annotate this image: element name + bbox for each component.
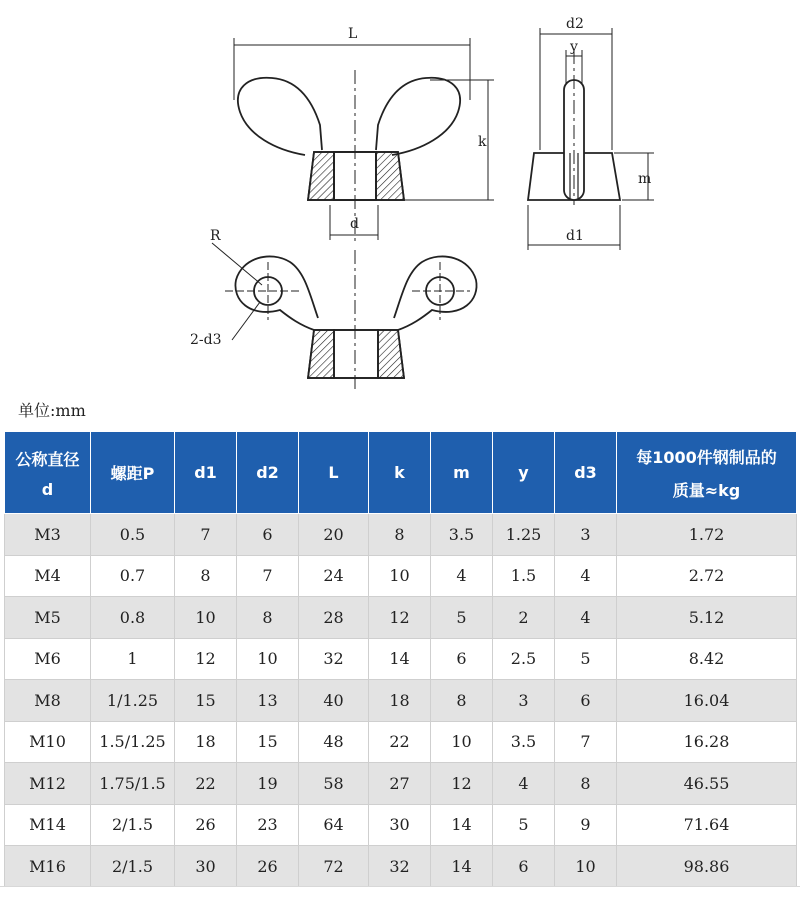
cell-d3: 3 <box>555 514 617 556</box>
cell-nominal-diameter: M16 <box>5 846 91 888</box>
dim-label-d: d <box>350 216 359 232</box>
cell-y: 5 <box>493 804 555 846</box>
header-d2: d2 <box>237 432 299 514</box>
cell-pitch: 1/1.25 <box>91 680 175 722</box>
table-row <box>5 846 797 888</box>
cell-m: 12 <box>431 763 493 805</box>
cell-nominal-diameter: M4 <box>5 555 91 597</box>
cell-nominal-diameter: M14 <box>5 804 91 846</box>
cell-d3: 10 <box>555 846 617 888</box>
header-L: L <box>299 432 369 514</box>
cell-k: 14 <box>369 638 431 680</box>
header-nominal-diameter: 公称直径 d <box>5 432 91 514</box>
header-y: y <box>493 432 555 514</box>
cell-L: 48 <box>299 721 369 763</box>
cell-L: 32 <box>299 638 369 680</box>
cell-k: 30 <box>369 804 431 846</box>
cell-L: 28 <box>299 597 369 639</box>
cell-d2: 26 <box>237 846 299 888</box>
cell-y: 1.25 <box>493 514 555 556</box>
cell-d2: 7 <box>237 555 299 597</box>
cell-m: 6 <box>431 638 493 680</box>
spec-table <box>4 431 797 888</box>
dim-label-2-d3: 2-d3 <box>190 332 222 348</box>
cell-d2: 19 <box>237 763 299 805</box>
cell-d1: 12 <box>175 638 237 680</box>
cell-pitch: 1 <box>91 638 175 680</box>
cell-y: 3 <box>493 680 555 722</box>
dim-label-y: y <box>570 39 578 55</box>
cell-nominal-diameter: M8 <box>5 680 91 722</box>
dim-label-m: m <box>638 171 652 187</box>
cell-mass: 98.86 <box>617 846 797 888</box>
wing-nut-technical-drawing <box>0 0 800 392</box>
cell-d3: 9 <box>555 804 617 846</box>
cell-d3: 4 <box>555 555 617 597</box>
table-row <box>5 597 797 639</box>
cell-y: 2.5 <box>493 638 555 680</box>
header-d3: d3 <box>555 432 617 514</box>
cell-nominal-diameter: M12 <box>5 763 91 805</box>
header-mass: 每1000件钢制品的 质量≈kg <box>617 432 797 514</box>
cell-d2: 23 <box>237 804 299 846</box>
cell-L: 64 <box>299 804 369 846</box>
table-row <box>5 514 797 556</box>
cell-y: 2 <box>493 597 555 639</box>
unit-label: 单位:mm <box>18 401 86 420</box>
bottom-edge <box>0 886 800 899</box>
cell-m: 8 <box>431 680 493 722</box>
cell-nominal-diameter: M6 <box>5 638 91 680</box>
cell-mass: 46.55 <box>617 763 797 805</box>
dim-label-L: L <box>348 26 358 42</box>
table-header-row <box>5 432 797 514</box>
cell-d1: 30 <box>175 846 237 888</box>
cell-L: 72 <box>299 846 369 888</box>
front-view <box>238 78 460 200</box>
cell-pitch: 0.5 <box>91 514 175 556</box>
cell-L: 58 <box>299 763 369 805</box>
cell-nominal-diameter: M3 <box>5 514 91 556</box>
dim-label-R: R <box>210 228 221 244</box>
table-row <box>5 763 797 805</box>
cell-pitch: 2/1.5 <box>91 804 175 846</box>
cell-d1: 8 <box>175 555 237 597</box>
table-row <box>5 804 797 846</box>
cell-d1: 10 <box>175 597 237 639</box>
cell-m: 14 <box>431 846 493 888</box>
cell-m: 10 <box>431 721 493 763</box>
cell-nominal-diameter: M10 <box>5 721 91 763</box>
cell-k: 18 <box>369 680 431 722</box>
header-pitch: 螺距P <box>91 432 175 514</box>
cell-mass: 16.04 <box>617 680 797 722</box>
cell-m: 3.5 <box>431 514 493 556</box>
table-body <box>5 514 797 888</box>
cell-k: 22 <box>369 721 431 763</box>
cell-m: 5 <box>431 597 493 639</box>
cell-k: 27 <box>369 763 431 805</box>
cell-mass: 1.72 <box>617 514 797 556</box>
cell-d2: 10 <box>237 638 299 680</box>
cell-d3: 5 <box>555 638 617 680</box>
cell-L: 24 <box>299 555 369 597</box>
dim-label-d1: d1 <box>566 228 584 244</box>
header-d1: d1 <box>175 432 237 514</box>
cell-y: 4 <box>493 763 555 805</box>
cell-d1: 15 <box>175 680 237 722</box>
cell-d2: 8 <box>237 597 299 639</box>
cell-d3: 7 <box>555 721 617 763</box>
cell-pitch: 1.75/1.5 <box>91 763 175 805</box>
cell-m: 4 <box>431 555 493 597</box>
cell-y: 6 <box>493 846 555 888</box>
cell-pitch: 0.8 <box>91 597 175 639</box>
cell-d3: 8 <box>555 763 617 805</box>
cell-d2: 15 <box>237 721 299 763</box>
table-row <box>5 555 797 597</box>
cell-L: 40 <box>299 680 369 722</box>
table-row <box>5 721 797 763</box>
cell-L: 20 <box>299 514 369 556</box>
dim-label-d2: d2 <box>566 16 584 32</box>
header-m: m <box>431 432 493 514</box>
cell-m: 14 <box>431 804 493 846</box>
cell-pitch: 2/1.5 <box>91 846 175 888</box>
cell-d1: 26 <box>175 804 237 846</box>
cell-pitch: 0.7 <box>91 555 175 597</box>
cell-d1: 18 <box>175 721 237 763</box>
cell-d3: 4 <box>555 597 617 639</box>
cell-mass: 8.42 <box>617 638 797 680</box>
cell-d2: 13 <box>237 680 299 722</box>
cell-mass: 71.64 <box>617 804 797 846</box>
cell-k: 8 <box>369 514 431 556</box>
cell-mass: 16.28 <box>617 721 797 763</box>
dim-label-k: k <box>478 134 487 150</box>
cell-y: 3.5 <box>493 721 555 763</box>
cell-y: 1.5 <box>493 555 555 597</box>
cell-d3: 6 <box>555 680 617 722</box>
cell-k: 12 <box>369 597 431 639</box>
header-k: k <box>369 432 431 514</box>
cell-d1: 22 <box>175 763 237 805</box>
cell-mass: 2.72 <box>617 555 797 597</box>
cell-d2: 6 <box>237 514 299 556</box>
cell-nominal-diameter: M5 <box>5 597 91 639</box>
cell-k: 32 <box>369 846 431 888</box>
table-row <box>5 680 797 722</box>
cell-k: 10 <box>369 555 431 597</box>
cell-pitch: 1.5/1.25 <box>91 721 175 763</box>
cell-d1: 7 <box>175 514 237 556</box>
cell-mass: 5.12 <box>617 597 797 639</box>
table-row <box>5 638 797 680</box>
